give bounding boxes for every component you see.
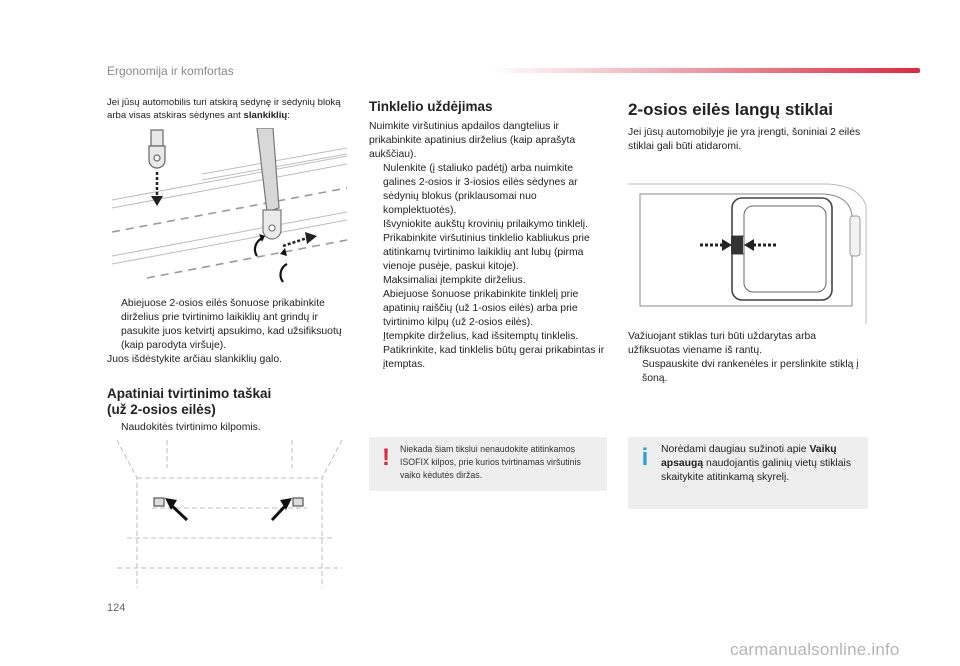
col1-after-text: Juos išdėstykite arčiau slankiklių galo. [107,354,282,365]
col3-bullet-1 [628,358,868,386]
lower-anchors-heading: Apatiniai tvirtinimo taškai [107,386,272,401]
warning-note [369,437,607,491]
col2-bullet-5 [369,288,607,330]
lower-anchors-subheading: (už 2-osios eilės) [107,402,216,417]
col2-bullet-7 [369,344,607,372]
col2-bullet-6 [369,330,607,344]
col1-intro-bold: slankiklių [243,110,288,122]
window-glass-heading: 2-osios eilės langų stiklai [628,100,834,119]
bullet-marker [107,297,121,353]
watermark: carmanualsonline.info [730,640,900,659]
page-number: 124 [107,602,126,614]
bullet-marker [369,274,383,288]
slider-anchor-drawing [107,128,352,283]
info-text-1: Norėdami daugiau sužinoti apie [661,444,810,455]
sliding-window-drawing [628,176,870,324]
cargo-floor-illustration [107,438,352,590]
slider-anchor-illustration [107,128,352,283]
col2-bullet-4 [369,274,607,288]
col2-bullet-2 [369,218,607,232]
bullet-marker [369,288,383,330]
col2-bullet-text: Maksimaliai įtempkite dirželius. [383,275,526,286]
info-icon: i [641,444,649,471]
col3-body [628,330,868,386]
warning-icon: ! [382,444,390,471]
warning-text: Niekada šiam tikslui nenaudokite atitinkamos ISOFIX kilpos, prie kurios tvirtinamas viršutinis vaiko kėdutės diržas. [400,444,581,480]
cargo-floor-drawing [107,438,352,590]
info-text [661,443,861,485]
col2-bullet-3 [369,232,607,274]
col1-intro [107,96,347,123]
col3-bullet-text: Suspauskite dvi rankenėles ir perslinkite stiklą į šoną. [642,359,859,384]
section-title: Ergonomija ir komfortas [107,64,234,78]
col2-bullet-text: Abiejuose šonuose prikabinkite tinklelį prie apatinių raiščių (už 1-osios eilės) arba prie tvirtinimo kilpų (už 2-osios eilės). [383,289,579,328]
col3-intro: Jei jūsų automobilyje jie yra įrengti, šoniniai 2 eilės stiklai gali būti atidaromi. [628,127,861,152]
info-text-bold: Vaikų apsaugą [661,444,837,469]
col2-intro: Nuimkite viršutinius apdailos dangtelius ir prikabinkite apatinius dirželius (kaip aprašyta aukščiau). [369,121,576,160]
col2-bullet-text: Išvyniokite aukštų krovinių prilaikymo tinklelį. [383,219,589,230]
col1-bullet-1 [107,297,347,353]
header-accent-bar [490,68,920,73]
col1-bullet-text: Abiejuose 2-osios eilės šonuose prikabinkite dirželius prie tvirtinimo laikiklių ant grindų ir pasukite juos ketvirtį apsukimo, kad užsifiksuotų (kaip parodyta viršuje). [121,298,342,351]
col1-body [107,297,347,367]
col2-bullet-text: Patikrinkite, kad tinklelis būtų gerai prikabintas ir įtemptas. [383,345,605,370]
col1-bullets2 [107,421,347,435]
col2-bullet-text: Prikabinkite viršutinius tinklelio kabliukus prie atitinkamų tvirtinimo laikiklių ant lubų (pirma vienoje pusėje, paskui kitoje). [383,233,590,272]
col1-bullet2-text: Naudokitės tvirtinimo kilpomis. [121,422,261,433]
col1-intro-end: : [287,110,290,122]
sliding-window-illustration [628,176,870,324]
col2-body [369,120,607,372]
bullet-marker [369,232,383,274]
col3-after-text: Važiuojant stiklas turi būti uždarytas arba užfiksuotas viename iš rantų. [628,331,817,356]
col1-intro-text: Jei jūsų automobilis turi atskirą sėdynę ir sėdynių bloką arba visas atskiras sėdynes ant [107,97,341,122]
info-text-2: naudojantis galinių vietų stiklais skaitykite atitinkamą skyrelį. [661,458,852,483]
bullet-marker [628,358,642,386]
bullet-marker [369,330,383,344]
bullet-marker [107,421,121,435]
bullet-marker [369,162,383,218]
col2-bullet-text: Įtempkite dirželius, kad išsitemptų tinklelis. [383,331,579,342]
info-note [628,437,868,509]
bullet-marker [369,218,383,232]
col1-heading [107,386,347,418]
col2-bullet-1 [369,162,607,218]
col1-bullet2-1 [107,421,347,435]
net-fitting-heading: Tinklelio uždėjimas [369,99,493,114]
bullet-marker [369,344,383,372]
col2-bullet-text: Nulenkite (į staliuko padėtį) arba nuimkite galines 2-osios ir 3-iosios eilės sėdynes ar sėdynių blokus (priklausomai nuo komplektuotės). [383,163,578,216]
